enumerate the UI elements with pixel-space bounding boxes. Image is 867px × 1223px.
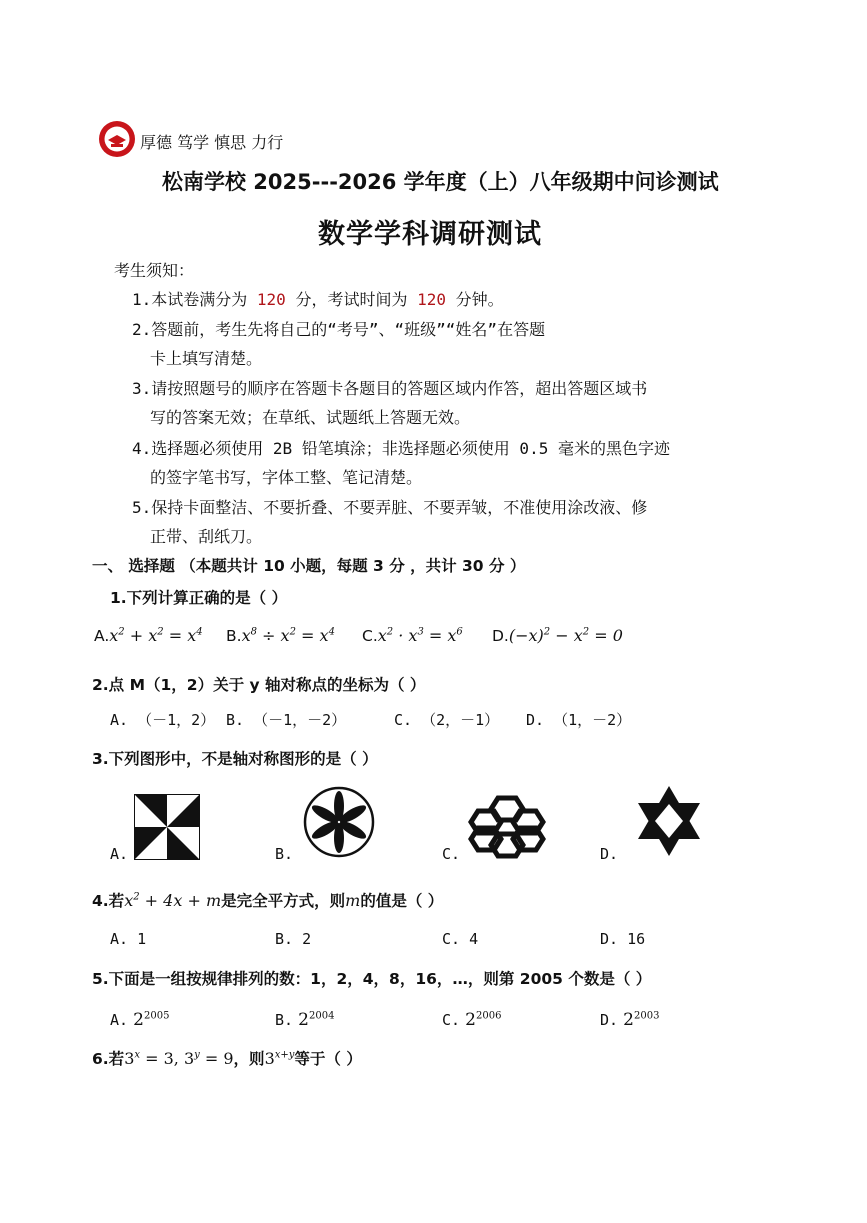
question-4-option-b: B. 2 xyxy=(275,930,312,948)
flower-circle-figure xyxy=(303,786,375,858)
question-3-option-c: C. xyxy=(442,845,461,863)
note-2-line-1: 2.答题前，考生先将自己的“考号”、“班级”“姓名”在答题 xyxy=(132,320,546,339)
question-1-option-a: $A.x^2 + x^2 = x^4$ xyxy=(94,626,203,645)
section-title: 一、 选择题 （本题共计 10 小题，每题 3 分 ，共计 30 分 ） xyxy=(92,557,526,575)
question-2-option-d: D. （1，－2） xyxy=(526,711,632,729)
question-5-option-a: A. $2^{2005}$ xyxy=(110,1010,170,1030)
note-2-line-2: 卡上填写清楚。 xyxy=(150,349,263,368)
question-3-stem: 3.下列图形中，不是轴对称图形的是（ ） xyxy=(92,750,378,768)
star-of-david-figure xyxy=(634,784,704,858)
question-4-option-a: A. 1 xyxy=(110,930,147,948)
note-3-line-1: 3.请按照题号的顺序在答题卡各题目的答题区域内作答，超出答题区域书 xyxy=(132,379,648,398)
question-4-option-d: D. 16 xyxy=(600,930,646,948)
question-2-option-c: C. （2，－1） xyxy=(394,711,500,729)
question-1-stem: 1.下列计算正确的是（ ） xyxy=(110,589,288,607)
question-3-option-d: D. xyxy=(600,845,619,863)
question-2-option-a: A. （－1，2） xyxy=(110,711,216,729)
hexagon-ring-figure xyxy=(468,792,546,860)
note-5-line-2: 正带、刮纸刀。 xyxy=(150,527,263,546)
school-title: 松南学校 2025---2026 学年度（上）八年级期中问诊测试 xyxy=(162,170,719,194)
question-2-stem: 2.点 M（1，2）关于 y 轴对称点的坐标为（ ） xyxy=(92,676,426,694)
question-6-stem: 6.若$3^x = 3$, $3^y = 9$，则$3^{x+y}$等于（ ） xyxy=(92,1049,362,1068)
question-5-option-b: B. $2^{2004}$ xyxy=(275,1010,335,1030)
school-motto: 厚德 笃学 慎思 力行 xyxy=(140,133,284,152)
note-3-line-2: 写的答案无效；在草纸、试题纸上答题无效。 xyxy=(150,408,471,427)
question-3-option-b: B. xyxy=(275,845,294,863)
note-5-line-1: 5.保持卡面整洁、不要折叠、不要弄脏、不要弄皱，不准使用涂改液、修 xyxy=(132,498,648,517)
question-3-option-a: A. xyxy=(110,845,129,863)
question-1-option-c: $C.x^2 \cdot x^3 = x^6$ xyxy=(362,626,463,645)
question-5-option-c: C. $2^{2006}$ xyxy=(442,1010,502,1030)
school-logo xyxy=(98,120,136,158)
question-2-option-b: B. （－1，－2） xyxy=(226,711,347,729)
question-1-option-d: $D.(-x)^2 - x^2 = 0$ xyxy=(492,626,623,645)
pinwheel-figure xyxy=(134,794,200,860)
note-1: 1.本试卷满分为 120 分，考试时间为 120 分钟。 xyxy=(132,290,504,309)
question-4-stem: 4.若$x^2 + 4x + m$是完全平方式，则m的值是（ ） xyxy=(92,891,444,910)
question-5-stem: 5.下面是一组按规律排列的数：1，2，4，8，16，…，则第 2005 个数是（ ） xyxy=(92,970,652,988)
question-1-option-b: $B.x^8 \div x^2 = x^4$ xyxy=(226,626,335,645)
note-4-line-2: 的签字笔书写，字体工整、笔记清楚。 xyxy=(150,468,423,487)
question-5-option-d: D. $2^{2003}$ xyxy=(600,1010,660,1030)
subject-title: 数学学科调研测试 xyxy=(318,219,542,250)
notes-heading: 考生须知： xyxy=(114,261,195,280)
note-4-line-1: 4.选择题必须使用 2B 铅笔填涂；非选择题必须使用 0.5 毫米的黑色字迹 xyxy=(132,439,670,458)
question-4-option-c: C. 4 xyxy=(442,930,479,948)
